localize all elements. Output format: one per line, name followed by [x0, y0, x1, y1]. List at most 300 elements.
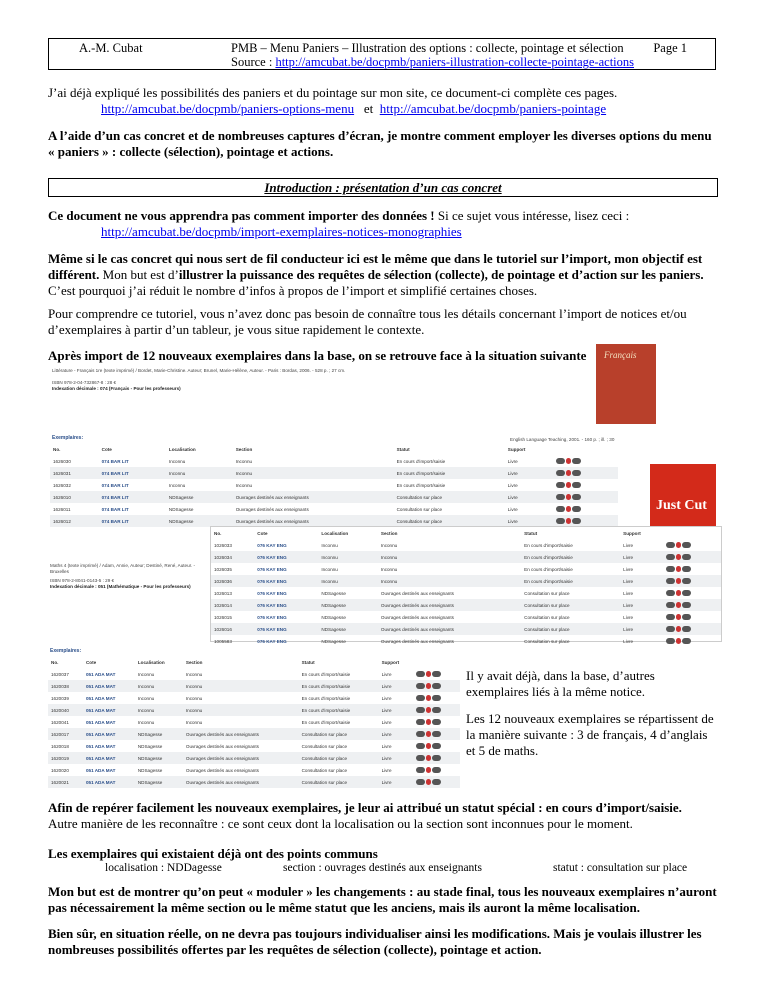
table-cell: Livre [381, 743, 392, 749]
existing-section: section : ouvrages destinés aux enseignants [283, 862, 482, 874]
basket-icon[interactable] [566, 458, 571, 464]
table-cell: Consultation sur place [524, 614, 570, 620]
table-cell: Livre [505, 491, 553, 503]
column-header: Statut [524, 530, 538, 536]
table-cell: 1626032 [53, 482, 71, 488]
import-note [48, 208, 720, 240]
book-icon[interactable] [416, 719, 425, 725]
link-paniers-pointage[interactable]: http://amcubat.be/docpmb/paniers-pointage [379, 101, 607, 116]
column-header: Localisation [321, 530, 349, 536]
table-cell: 076 KAY ENG [254, 623, 318, 635]
table-cell: 074 BAR LIT [101, 458, 129, 464]
paragraph-goal [48, 251, 720, 299]
edit-icon[interactable] [432, 719, 441, 725]
table-row [48, 740, 460, 752]
row-actions [663, 623, 721, 635]
table-cell: 1620038 [48, 680, 83, 692]
edit-icon[interactable] [572, 506, 581, 512]
table-cell: Inconnu [321, 542, 338, 548]
table-cell: Livre [381, 767, 392, 773]
edit-icon[interactable] [682, 542, 691, 548]
status-bold: Afin de repérer facilement les nouveaux exemplaires, je leur ai attribué un statut spécial : en cours d’import/saisie. [48, 800, 682, 815]
edit-icon[interactable] [432, 695, 441, 701]
column-header: Cote [85, 659, 97, 665]
table-cell: En cours d'import/saisie [299, 704, 379, 716]
table-row [48, 752, 460, 764]
edit-icon[interactable] [432, 767, 441, 773]
table-cell: 1620020 [51, 767, 69, 773]
table-cell: Ouvrages destinés aux enseignants [378, 599, 521, 611]
table-cell: NDSagesse [318, 599, 377, 611]
table-cell: Livre [620, 575, 663, 587]
table-cell: Ouvrages destinés aux enseignants [380, 590, 454, 596]
book-icon[interactable] [666, 638, 675, 644]
book-icon[interactable] [666, 578, 675, 584]
table-cell: Ouvrages destinés aux enseignants [183, 728, 299, 740]
table-maths [48, 656, 460, 788]
table-cell: Ouvrages destinés aux enseignants [183, 752, 299, 764]
table-cell: Livre [381, 671, 392, 677]
basket-icon[interactable] [426, 707, 431, 713]
column-header: No. [53, 446, 61, 452]
basket-icon[interactable] [426, 767, 431, 773]
table-row [211, 587, 721, 599]
table-cell: Livre [507, 458, 518, 464]
book-icon[interactable] [666, 602, 675, 608]
book-icon[interactable] [666, 590, 675, 596]
column-header: Localisation [137, 659, 165, 665]
basket-icon[interactable] [566, 506, 571, 512]
book-icon[interactable] [556, 470, 565, 476]
row-actions [553, 503, 618, 515]
after-import-text: Après import de 12 nouveaux exemplaires dans la base, on se retrouve face à la situation suivante [48, 348, 587, 363]
final-paragraph [48, 926, 720, 958]
intro-links [48, 101, 720, 117]
existing-localisation: localisation : NDDagesse [105, 862, 222, 874]
table-cell: 1620040 [48, 704, 83, 716]
section-title: Introduction : présentation d’un cas concret [264, 180, 502, 195]
table-row [211, 575, 721, 587]
table-cell: Inconnu [137, 695, 155, 701]
column-header: Support [623, 530, 641, 536]
table-cell: Livre [623, 566, 634, 572]
table-cell: Ouvrages destinés aux enseignants [380, 614, 454, 620]
table-row [211, 599, 721, 611]
table-cell: Inconnu [378, 551, 521, 563]
table-cell: Livre [381, 695, 392, 701]
table-row [48, 680, 460, 692]
table-cell: NDSagesse [321, 638, 346, 644]
header-title: PMB – Menu Paniers – Illustration des options : collecte, pointage et sélection [231, 41, 624, 55]
basket-icon[interactable] [426, 731, 431, 737]
book-icon[interactable] [556, 458, 565, 464]
biblio-maths-isbn: ISBN 978-2-8041-0143-5 : 29 € [50, 578, 115, 583]
book-icon[interactable] [666, 566, 675, 572]
book-icon[interactable] [416, 755, 425, 761]
table-cell: 051 ADA MAT [83, 728, 135, 740]
paragraph-context [48, 306, 720, 338]
column-header: Support [507, 446, 526, 452]
book-icon[interactable] [416, 779, 425, 785]
column-header: Support [381, 659, 400, 665]
table-cell: NDSagesse [168, 506, 194, 512]
side-note-distribution: Les 12 nouveaux exemplaires se répartissent de la manière suivante : 3 de français, 4 d’anglais et 5 de maths. [466, 711, 714, 758]
table-french [50, 443, 618, 527]
source-link[interactable]: http://amcubat.be/docpmb/paniers-illustration-collecte-pointage-actions [275, 55, 635, 69]
edit-icon[interactable] [682, 566, 691, 572]
row-actions [663, 563, 721, 575]
section-heading [48, 178, 718, 197]
table-row [48, 728, 460, 740]
column-header: Cote [101, 446, 112, 452]
table-cell: Inconnu [183, 704, 299, 716]
table-cell: Inconnu [235, 482, 253, 488]
book-icon[interactable] [666, 626, 675, 632]
table-cell: 076 KAY ENG [254, 575, 318, 587]
table-cell: En cours d'import/saisie [299, 680, 379, 692]
book-icon[interactable] [416, 743, 425, 749]
table-cell: 1620039 [51, 695, 69, 701]
goal-paragraph [48, 884, 720, 916]
column-header: Cote [257, 530, 268, 536]
final-text: Bien sûr, en situation réelle, on ne devra pas toujours individualiser ainsi les modifications. Mais je voulais illustrer les nombreuses possibilités offertes par les requêtes de sélection (collecte), pointage et action. [48, 926, 702, 957]
basket-icon[interactable] [426, 683, 431, 689]
table-english [211, 527, 721, 647]
table-cell: 074 BAR LIT [101, 506, 129, 512]
para2-text: Pour comprendre ce tutoriel, vous n’avez donc pas besoin de connaître tous les détails concernant l’import de notices et/ou d’exemplaires à partir d’un tableur, je vous situe rapidement le contexte. [48, 306, 687, 337]
table-cell: En cours d'import/saisie [524, 542, 573, 548]
table-cell: Ouvrages destinés aux enseignants [378, 623, 521, 635]
table-cell: Inconnu [233, 467, 394, 479]
table-cell: En cours d'import/saisie [301, 719, 351, 725]
book-icon[interactable] [666, 554, 675, 560]
table-cell: 1620017 [48, 728, 83, 740]
table-cell: Inconnu [137, 671, 155, 677]
table-cell: 051 ADA MAT [85, 767, 116, 773]
biblio-english-line1: English Language Teaching, 2001. - 160 p. ; ill. ; 30 [510, 437, 615, 442]
table-cell: 1626012 [50, 515, 99, 527]
row-actions [553, 455, 618, 467]
table-cell: Inconnu [137, 719, 155, 725]
para1-normal2: C’est pourquoi j’ai réduit le nombre d’infos à propos de l’import et simplifié certaines choses. [48, 283, 538, 298]
book-icon[interactable] [416, 767, 425, 773]
biblio-english [510, 437, 720, 447]
table-row [211, 551, 721, 563]
table-cell: Inconnu [321, 566, 338, 572]
row-actions [663, 551, 721, 563]
table-cell: NDSagesse [166, 491, 233, 503]
lead-text: A l’aide d’un cas concret et de nombreuses captures d’écran, je montre comment employer les diverses options du menu « paniers » : collecte (sélection), pointage et actions. [48, 128, 712, 159]
table-cell: Inconnu [378, 575, 521, 587]
table-cell: Livre [379, 752, 414, 764]
exemplaires-label: Exemplaires: [52, 435, 84, 441]
table-cell: NDSagesse [321, 590, 346, 596]
link-import-exemplaires[interactable]: http://amcubat.be/docpmb/import-exemplaires-notices-monographies [101, 224, 462, 239]
table-cell: Consultation sur place [521, 623, 620, 635]
basket-icon[interactable] [676, 602, 681, 608]
edit-icon[interactable] [432, 779, 441, 785]
basket-icon[interactable] [426, 719, 431, 725]
table-cell: Ouvrages destinés aux enseignants [233, 515, 394, 527]
link-paniers-options-menu[interactable]: http://amcubat.be/docpmb/paniers-options-menu [101, 101, 355, 116]
edit-icon[interactable] [682, 614, 691, 620]
edit-icon[interactable] [572, 458, 581, 464]
edit-icon[interactable] [572, 518, 581, 524]
table-cell: 074 BAR LIT [99, 467, 166, 479]
basket-icon[interactable] [566, 482, 571, 488]
table-cell: Livre [507, 482, 518, 488]
table-cell: Livre [505, 467, 553, 479]
table-cell: Ouvrages destinés aux enseignants [185, 767, 259, 773]
biblio-french [50, 365, 618, 395]
exemplaires-label-maths: Exemplaires: [50, 648, 82, 654]
row-actions [663, 611, 721, 623]
book-icon[interactable] [666, 542, 675, 548]
screenshot-maths [48, 646, 460, 785]
biblio-maths-line1: Maths 4 (texte imprimé) / Adam, Annie, Auteur; Destiné, René, Auteur. - Bruxelles [50, 563, 196, 574]
table-cell: NDSagesse [166, 515, 233, 527]
header-source [231, 55, 634, 70]
table-cell: Livre [623, 542, 634, 548]
book-icon[interactable] [556, 506, 565, 512]
table-cell: 074 BAR LIT [99, 515, 166, 527]
table-cell: Livre [623, 614, 634, 620]
table-cell: 074 BAR LIT [101, 482, 129, 488]
basket-icon[interactable] [676, 578, 681, 584]
import-note-bold: Ce document ne vous apprendra pas comment importer des données ! [48, 208, 435, 223]
table-cell: Consultation sur place [299, 728, 379, 740]
basket-icon[interactable] [426, 743, 431, 749]
table-cell: Inconnu [135, 704, 183, 716]
table-cell: Consultation sur place [299, 752, 379, 764]
table-cell: 1026033 [214, 542, 232, 548]
cover-english-text: Just Cut [656, 498, 707, 513]
status-paragraph [48, 800, 720, 832]
table-row [211, 539, 721, 551]
header-page-number: Page 1 [653, 41, 687, 55]
row-actions [413, 728, 460, 740]
table-cell: Consultation sur place [301, 743, 348, 749]
table-cell: NDSagesse [135, 776, 183, 788]
row-actions [553, 479, 618, 491]
basket-icon[interactable] [676, 554, 681, 560]
table-cell: Ouvrages destinés aux enseignants [183, 776, 299, 788]
para1-bold1: Même si le cas concret qui nous sert de fil conducteur ici est le même que dans le tutoriel sur l’import, mon objectif est différent. [48, 251, 703, 282]
book-icon[interactable] [556, 518, 565, 524]
table-row [50, 503, 618, 515]
table-cell: Livre [379, 704, 414, 716]
para1-normal1: Mon but est d’ [99, 267, 179, 282]
table-row [211, 563, 721, 575]
table-cell: Consultation sur place [396, 506, 443, 512]
table-row [48, 692, 460, 704]
table-cell: Inconnu [185, 671, 203, 677]
biblio-maths-block [48, 560, 208, 593]
edit-icon[interactable] [432, 707, 441, 713]
table-cell: En cours d'import/saisie [521, 551, 620, 563]
table-cell: NDSagesse [135, 752, 183, 764]
book-icon[interactable] [666, 614, 675, 620]
intro-line: J’ai déjà expliqué les possibilités des paniers et du pointage sur mon site, ce document-ci complète ces pages. [48, 85, 618, 100]
book-icon[interactable] [416, 671, 425, 677]
column-header: Section [185, 659, 203, 665]
table-cell: NDSagesse [137, 767, 163, 773]
table-cell: Ouvrages destinés aux enseignants [185, 743, 259, 749]
edit-icon[interactable] [572, 482, 581, 488]
intro-paragraph [48, 85, 720, 117]
basket-icon[interactable] [566, 470, 571, 476]
book-icon[interactable] [556, 494, 565, 500]
book-icon[interactable] [416, 695, 425, 701]
table-cell: Ouvrages destinés aux enseignants [380, 638, 454, 644]
table-cell: 076 KAY ENG [257, 638, 287, 644]
edit-icon[interactable] [572, 470, 581, 476]
basket-icon[interactable] [426, 755, 431, 761]
screenshot-english [210, 526, 722, 642]
biblio-french-index: Indexation décimale : 074 (Français - Pour les professeurs) [52, 386, 181, 391]
table-cell: Consultation sur place [299, 776, 379, 788]
edit-icon[interactable] [682, 554, 691, 560]
basket-icon[interactable] [566, 518, 571, 524]
table-cell: 1026015 [214, 614, 232, 620]
column-header: Section [380, 530, 398, 536]
table-row [211, 611, 721, 623]
row-actions [413, 740, 460, 752]
row-actions [663, 575, 721, 587]
row-actions [663, 635, 721, 647]
book-icon[interactable] [416, 683, 425, 689]
actions-header [663, 527, 721, 539]
edit-icon[interactable] [682, 602, 691, 608]
table-cell: 076 KAY ENG [257, 590, 287, 596]
column-header: No. [214, 530, 222, 536]
row-actions [663, 539, 721, 551]
table-cell: 076 KAY ENG [254, 551, 318, 563]
edit-icon[interactable] [432, 683, 441, 689]
edit-icon[interactable] [432, 731, 441, 737]
cover-french-text: Français [604, 350, 637, 360]
table-cell: 051 ADA MAT [85, 719, 116, 725]
table-cell: Livre [623, 590, 634, 596]
table-cell: 051 ADA MAT [85, 743, 116, 749]
table-cell: Inconnu [183, 680, 299, 692]
table-cell: 051 ADA MAT [85, 695, 116, 701]
table-cell: 051 ADA MAT [83, 776, 135, 788]
biblio-french-line1: Littérature - Français 1re (texte imprimé) / Bordet, Marie-Christine. Auteur; Brunel, Marie-Hélène, Auteur. - Paris : Bordas, 2006. - 528 p. ; 27 cm. [52, 368, 346, 373]
basket-icon[interactable] [676, 614, 681, 620]
table-cell: 1026013 [214, 590, 232, 596]
page-header [48, 38, 716, 70]
table-row [48, 668, 460, 680]
table-cell: 1626030 [53, 458, 71, 464]
table-cell: 076 KAY ENG [257, 566, 287, 572]
basket-icon[interactable] [676, 566, 681, 572]
basket-icon[interactable] [426, 779, 431, 785]
row-actions [413, 752, 460, 764]
table-cell: Livre [379, 680, 414, 692]
table-cell: 1620041 [51, 719, 69, 725]
table-row [50, 491, 618, 503]
table-cell: Inconnu [168, 458, 186, 464]
row-actions [413, 764, 460, 776]
edit-icon[interactable] [432, 743, 441, 749]
edit-icon[interactable] [572, 494, 581, 500]
table-cell: Inconnu [185, 695, 203, 701]
basket-icon[interactable] [676, 542, 681, 548]
table-row [50, 479, 618, 491]
header-author: A.-M. Cubat [79, 41, 143, 55]
table-cell: En cours d'import/saisie [396, 482, 446, 488]
cover-french-image [596, 344, 656, 424]
table-cell: Inconnu [166, 467, 233, 479]
table-cell: 1026016 [211, 623, 254, 635]
table-cell: Livre [505, 515, 553, 527]
existing-statut: statut : consultation sur place [553, 862, 688, 874]
row-actions [413, 716, 460, 728]
edit-icon[interactable] [682, 626, 691, 632]
book-icon[interactable] [556, 482, 565, 488]
table-cell: 076 KAY ENG [254, 599, 318, 611]
table-cell: Consultation sur place [524, 638, 570, 644]
table-cell: 1026034 [211, 551, 254, 563]
table-cell: 1620018 [51, 743, 69, 749]
table-cell: 076 KAY ENG [257, 542, 287, 548]
table-cell: En cours d'import/saisie [521, 575, 620, 587]
table-cell: En cours d'import/saisie [524, 566, 573, 572]
basket-icon[interactable] [566, 494, 571, 500]
basket-icon[interactable] [676, 590, 681, 596]
book-icon[interactable] [416, 731, 425, 737]
para1-bold2: illustrer la puissance des requêtes de sélection (collecte), de pointage et d’action sur les paniers. [178, 267, 704, 282]
table-cell: Inconnu [318, 551, 377, 563]
table-row [48, 716, 460, 728]
edit-icon[interactable] [432, 671, 441, 677]
table-cell: En cours d'import/saisie [301, 695, 351, 701]
column-header: Statut [301, 659, 315, 665]
import-note-text: Si ce sujet vous intéresse, lisez ceci : [434, 208, 630, 223]
table-cell: Livre [379, 728, 414, 740]
table-cell: 076 KAY ENG [257, 614, 287, 620]
status-normal: Autre manière de les reconnaître : ce sont ceux dont la localisation ou la section sont inconnues pour le moment. [48, 816, 633, 831]
basket-icon[interactable] [426, 695, 431, 701]
basket-icon[interactable] [676, 638, 681, 644]
table-cell: 051 ADA MAT [83, 704, 135, 716]
table-cell: Livre [620, 551, 663, 563]
table-cell: 1026014 [211, 599, 254, 611]
table-cell: 1626031 [50, 467, 99, 479]
edit-icon[interactable] [682, 578, 691, 584]
edit-icon[interactable] [682, 638, 691, 644]
table-cell: Livre [379, 776, 414, 788]
edit-icon[interactable] [682, 590, 691, 596]
table-cell: 1620021 [48, 776, 83, 788]
table-cell: Inconnu [168, 482, 186, 488]
side-note-existing: Il y avait déjà, dans la base, d’autres exemplaires liés à la même notice. [466, 668, 655, 699]
goal-text: Mon but est de montrer qu’on peut « moduler » les changements : au stade final, tous les nouveaux exemplaires n’auront pas nécessairement la même section ou le même statut que les anciens, mais ils auront la même localisation. [48, 884, 717, 915]
biblio-french-isbn: ISBN 978-2-04-732867-8 : 28 € [52, 380, 117, 385]
table-cell: En cours d'import/saisie [396, 458, 446, 464]
column-header: Localisation [168, 446, 196, 452]
table-cell: Inconnu [380, 542, 398, 548]
basket-icon[interactable] [426, 671, 431, 677]
table-cell: 051 ADA MAT [83, 680, 135, 692]
basket-icon[interactable] [676, 626, 681, 632]
table-cell: NDSagesse [135, 728, 183, 740]
edit-icon[interactable] [432, 755, 441, 761]
table-row [48, 764, 460, 776]
book-icon[interactable] [416, 707, 425, 713]
intro-link-separator: et [363, 101, 374, 116]
